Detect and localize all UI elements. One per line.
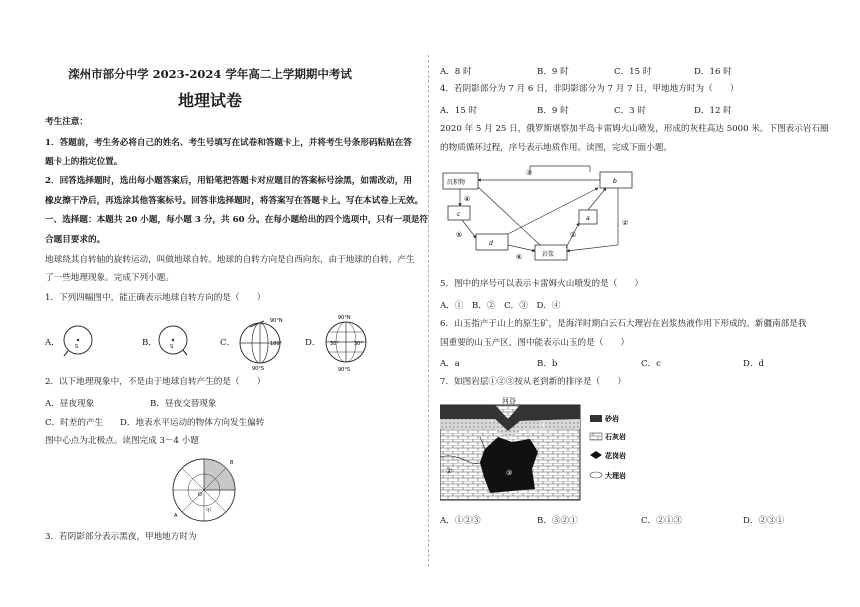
geology-section bbox=[440, 397, 640, 502]
q1-fig-c-label-mid: 180° bbox=[270, 341, 283, 347]
intro1-line2: 了一些地理现象。完成下列小题。 bbox=[45, 273, 174, 283]
rock-cycle-d-label: d bbox=[489, 240, 493, 247]
rock-cycle-magma-label: 岩浆 bbox=[542, 251, 555, 258]
notice-item1-line1: 1．答题前，考生务必将自己的姓名、考生号填写在试卷和答题卡上，并将考生号条形码粘贴在答 bbox=[45, 138, 412, 148]
q1-option-a: A． bbox=[45, 338, 60, 348]
rock-cycle-num-2: ② bbox=[622, 219, 629, 227]
q2-stem: 2．以下地理现象中，不是由于地球自转产生的是（ ） bbox=[45, 377, 266, 387]
q1-fig-a-label: S bbox=[75, 344, 79, 350]
q1-figure-a bbox=[60, 320, 100, 360]
polar-diagram bbox=[168, 454, 240, 526]
geology-valley-label: 河谷 bbox=[502, 397, 516, 405]
legend-marble-label: 大理岩 bbox=[605, 472, 626, 480]
rock-cycle-a-label: a bbox=[586, 215, 590, 222]
q2-option-b: B．昼夜交替现象 bbox=[150, 399, 217, 409]
rock-cycle-b-label: b bbox=[613, 178, 617, 185]
notice-item2-line1: 2．回答选择题时，选出每小题答案后，用铅笔把答题卡对应题目的答案标号涂黑，如需改动，用 bbox=[45, 176, 412, 186]
q2-option-a: A．昼夜现象 bbox=[45, 399, 95, 409]
rock-cycle-diagram bbox=[438, 163, 638, 263]
legend-sandstone-swatch bbox=[590, 415, 602, 422]
q3-option-b: B．9 时 bbox=[537, 67, 569, 77]
q4-option-b: B．9 时 bbox=[537, 106, 569, 116]
legend-granite-swatch bbox=[590, 451, 602, 459]
q1-fig-c-label-top: 90°N bbox=[270, 318, 283, 324]
q3-option-d: D．16 时 bbox=[694, 67, 732, 77]
intro-q3-q4: 图中心点为北极点。读图完成 3－4 小题 bbox=[45, 436, 199, 446]
section1-line2: 合题目要求的。 bbox=[45, 235, 106, 245]
q4-option-a: A．15 时 bbox=[440, 106, 478, 116]
geology-layer-2: ② bbox=[446, 467, 453, 475]
column-divider bbox=[428, 55, 429, 567]
polar-label-o: O bbox=[198, 492, 202, 498]
q6-option-c: C．c bbox=[641, 359, 661, 369]
legend-granite-label: 花岗岩 bbox=[605, 452, 626, 460]
q1-stem: 1．下列四幅图中，能正确表示地球自转方向的是（ ） bbox=[45, 293, 266, 303]
q1-figure-b bbox=[155, 320, 195, 360]
legend-limestone-swatch bbox=[590, 433, 602, 440]
legend-sandstone-label: 砂岩 bbox=[605, 415, 619, 423]
q6-stem-line1: 6．山玉指产于山上的原生矿，是海洋时期白云石大理岩在岩浆热液作用下形成的。新疆南部是我 bbox=[440, 319, 807, 329]
intro-q5-q6-line2: 的物质循环过程，序号表示地质作用。读图，完成下面小题。 bbox=[440, 143, 673, 153]
rock-cycle-c-label: c bbox=[457, 211, 461, 218]
rock-cycle-num-3: ③ bbox=[526, 169, 533, 177]
q6-option-d: D．d bbox=[743, 359, 764, 369]
q1-option-b: B． bbox=[142, 338, 157, 348]
q6-stem-line2: 国重要的山玉产区，图中能表示山玉的是（ ） bbox=[440, 338, 630, 348]
q2-option-d: D．地表水平运动的物体方向发生偏转 bbox=[120, 418, 265, 428]
q1-fig-d-label-left: 30° bbox=[330, 341, 339, 347]
q2-option-c: C．时差的产生 bbox=[45, 418, 104, 428]
q1-fig-b-label: S bbox=[170, 344, 174, 350]
exam-subject-title: 地理试卷 bbox=[177, 91, 242, 110]
notice-item2-line2: 橡皮擦干净后，再选涂其他答案标号。回答非选择题时，将答案写在答题卡上。写在本试卷上无效。 bbox=[45, 196, 424, 206]
rock-cycle-num-4: ④ bbox=[464, 195, 471, 203]
q1-figure-c bbox=[234, 313, 292, 371]
notice-heading: 考生注意： bbox=[45, 117, 88, 127]
q7-stem: 7．如图岩层①②③按从老到新的排序是（ ） bbox=[440, 377, 626, 387]
legend-limestone-label: 石灰岩 bbox=[605, 433, 626, 441]
q4-stem: 4．若阴影部分为 7 月 6 日，非阴影部分为 7 月 7 日，甲地地方时为（ ） bbox=[440, 84, 739, 94]
q6-option-a: A．a bbox=[440, 359, 460, 369]
intro-q5-q6-line1: 2020 年 5 月 25 日，俄罗斯堪察加半岛卡雷姆火山喷发，形成的灰柱高达 5000 米。下图表示岩石圈 bbox=[440, 124, 829, 134]
notice-item1-line2: 题卡上的指定位置。 bbox=[45, 157, 123, 167]
q1-figure-d bbox=[318, 310, 376, 374]
rock-cycle-sediment-label: 沉积物 bbox=[447, 179, 466, 186]
q4-option-c: C．3 时 bbox=[614, 106, 646, 116]
q1-fig-d-label-bottom: 90°S bbox=[338, 367, 351, 373]
intro1-line1: 地球绕其自转轴的旋转运动，叫做地球自转。地球的自转方向是自西向东，由于地球的自转，产生 bbox=[45, 255, 415, 265]
rock-cycle-num-5: ⑤ bbox=[456, 231, 463, 239]
rock-cycle-num-1: ① bbox=[570, 231, 577, 239]
q7-option-d: D．②③① bbox=[743, 516, 785, 526]
polar-label-a: A bbox=[174, 513, 178, 519]
legend-marble-swatch bbox=[590, 472, 602, 478]
q5-stem: 5．图中的序号可以表示卡雷姆火山喷发的是（ ） bbox=[440, 279, 644, 289]
q3-option-a: A．8 时 bbox=[440, 67, 472, 77]
q4-option-d: D．12 时 bbox=[694, 106, 732, 116]
q6-option-b: B．b bbox=[537, 359, 558, 369]
geology-layer-1: ① bbox=[540, 421, 547, 429]
q7-option-a: A．①②③ bbox=[440, 516, 481, 526]
polar-label-b: B bbox=[230, 460, 234, 466]
q3-stem: 3．若阴影部分表示黑夜，甲地地方时为 bbox=[45, 532, 197, 542]
q1-option-d: D． bbox=[305, 338, 321, 348]
q7-option-c: C．②①③ bbox=[641, 516, 682, 526]
q1-fig-d-label-right: 30° bbox=[354, 341, 363, 347]
q5-options: A．① B．② C．③ D．④ bbox=[440, 301, 561, 311]
q1-fig-c-label-bottom: 90°S bbox=[252, 366, 265, 371]
exam-school-title: 滦州市部分中学 2023-2024 学年高二上学期期中考试 bbox=[68, 67, 352, 81]
q1-fig-d-label-top: 90°N bbox=[338, 315, 351, 321]
q1-option-c: C． bbox=[220, 338, 236, 348]
geology-layer-3: ③ bbox=[506, 469, 513, 477]
rock-cycle-num-6: ⑥ bbox=[516, 253, 523, 261]
section1-line1: 一、选择题：本题共 20 小题，每小题 3 分，共 60 分。在每小题给出的四个选项中，只有一项是符 bbox=[45, 215, 429, 225]
q7-option-b: B．③②① bbox=[537, 516, 578, 526]
polar-label-jia: 甲 bbox=[206, 508, 212, 514]
q3-option-c: C．15 时 bbox=[614, 67, 652, 77]
